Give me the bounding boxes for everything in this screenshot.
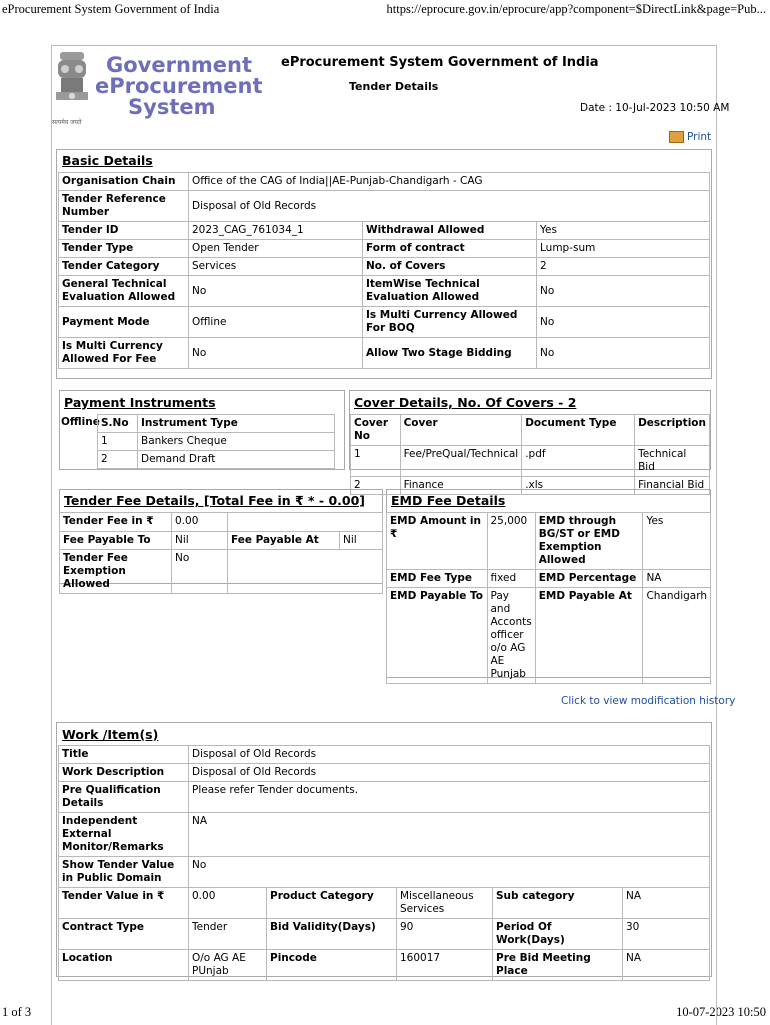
emd-payable-to-value: Pay and Acconts officer o/o AG AE Punjab xyxy=(487,588,535,684)
cell-value: .pdf xyxy=(522,446,635,477)
col-doc-type-header: Document Type xyxy=(522,415,635,446)
table-row xyxy=(60,532,383,550)
sub-category-label: Sub category xyxy=(493,888,623,919)
fee-payable-to-value: Nil xyxy=(172,532,228,550)
table-row xyxy=(59,240,710,258)
logo-line-2: eProcurement xyxy=(95,74,263,98)
tender-value-label: Tender Value in ₹ xyxy=(59,888,189,919)
emd-payable-at-label: EMD Payable At xyxy=(535,588,643,684)
cell-value: No xyxy=(189,276,363,307)
payment-instruments-table xyxy=(97,414,335,469)
cell-label: Payment Mode xyxy=(59,307,189,338)
cell-label: Withdrawal Allowed xyxy=(363,222,537,240)
cell-value: 2 xyxy=(537,258,710,276)
fee-exemption-label: Tender Fee Exemption Allowed xyxy=(60,550,172,594)
fee-exemption-value: No xyxy=(172,550,228,594)
cell-value: Offline xyxy=(189,307,363,338)
cell-label: Tender Type xyxy=(59,240,189,258)
cell-value: Yes xyxy=(537,222,710,240)
tender-value-value: 0.00 xyxy=(189,888,267,919)
instrument-cell: Demand Draft xyxy=(138,451,335,469)
fee-payable-at-value: Nil xyxy=(340,532,383,550)
tender-fee-heading: Tender Fee Details, [Total Fee in ₹ * - 0.00] xyxy=(64,493,366,508)
cell-value: 1 xyxy=(351,446,401,477)
work-title-label: Title xyxy=(59,746,189,764)
prebid-place-label: Pre Bid Meeting Place xyxy=(493,950,623,981)
table-row xyxy=(59,307,710,338)
cell-label: Allow Two Stage Bidding xyxy=(363,338,537,369)
table-row xyxy=(59,338,710,369)
table-row xyxy=(59,857,710,888)
table-row xyxy=(59,258,710,276)
emd-fee-table xyxy=(386,512,711,684)
tender-ref-value: Disposal of Old Records xyxy=(189,191,710,222)
instrument-cell: Bankers Cheque xyxy=(138,433,335,451)
work-items-table xyxy=(58,745,710,981)
table-row xyxy=(351,446,710,477)
org-chain-value: Office of the CAG of India||AE-Punjab-Chandigarh - CAG xyxy=(189,173,710,191)
emd-bg-value: Yes xyxy=(643,513,711,570)
show-value-value: No xyxy=(189,857,710,888)
work-desc-value: Disposal of Old Records xyxy=(189,764,710,782)
table-row xyxy=(59,888,710,919)
cell-label: ItemWise Technical Evaluation Allowed xyxy=(363,276,537,307)
col-cover-no-header: Cover No xyxy=(351,415,401,446)
cell-value: No xyxy=(537,276,710,307)
emd-type-label: EMD Fee Type xyxy=(387,570,488,588)
tender-fee-value: 0.00 xyxy=(172,513,228,532)
bid-validity-value: 90 xyxy=(397,919,493,950)
print-footer-page: 1 of 3 xyxy=(2,1005,32,1019)
emd-percentage-value: NA xyxy=(643,570,711,588)
logo-line-3: System xyxy=(128,95,216,119)
table-row xyxy=(59,782,710,813)
tender-ref-label: Tender Reference Number xyxy=(59,191,189,222)
cell-value: Services xyxy=(189,258,363,276)
logo-line-1: Government xyxy=(106,53,253,77)
period-of-work-label: Period Of Work(Days) xyxy=(493,919,623,950)
table-row xyxy=(59,746,710,764)
table-row xyxy=(60,513,383,532)
show-value-label: Show Tender Value in Public Domain xyxy=(59,857,189,888)
sno-cell: 2 xyxy=(98,451,138,469)
cell-value: 2023_CAG_761034_1 xyxy=(189,222,363,240)
table-row xyxy=(59,764,710,782)
emd-bg-label: EMD through BG/ST or EMD Exemption Allowed xyxy=(535,513,643,570)
emd-type-value: fixed xyxy=(487,570,535,588)
emd-payable-at-value: Chandigarh xyxy=(643,588,711,684)
payment-instruments-heading: Payment Instruments xyxy=(64,395,216,410)
table-row xyxy=(351,415,710,446)
period-of-work-value: 30 xyxy=(623,919,710,950)
table-row xyxy=(59,919,710,950)
org-chain-label: Organisation Chain xyxy=(59,173,189,191)
prequal-value: Please refer Tender documents. xyxy=(189,782,710,813)
print-header-title: eProcurement System Government of India xyxy=(2,2,220,16)
col-instrument-header: Instrument Type xyxy=(138,415,335,433)
cell-value: No xyxy=(537,338,710,369)
cell-value: Fee/PreQual/Technical xyxy=(400,446,522,477)
cell-label: Tender ID xyxy=(59,222,189,240)
product-category-label: Product Category xyxy=(267,888,397,919)
basic-details-table xyxy=(58,172,710,369)
emd-percentage-label: EMD Percentage xyxy=(535,570,643,588)
monitor-value: NA xyxy=(189,813,710,857)
cell-value: Finance xyxy=(400,477,522,495)
blank-cell xyxy=(228,513,383,532)
page-title: eProcurement System Government of India xyxy=(281,55,599,70)
table-row xyxy=(98,415,335,433)
table-row xyxy=(59,222,710,240)
cell-label: General Technical Evaluation Allowed xyxy=(59,276,189,307)
blank-cell xyxy=(228,550,383,594)
cell-label: No. of Covers xyxy=(363,258,537,276)
emd-amount-label: EMD Amount in ₹ xyxy=(387,513,488,570)
col-description-header: Description xyxy=(635,415,710,446)
cell-value: Lump-sum xyxy=(537,240,710,258)
emd-fee-heading: EMD Fee Details xyxy=(391,493,506,508)
offline-label: Offline xyxy=(61,416,100,428)
cover-details-table xyxy=(350,414,710,495)
cell-value: Financial Bid xyxy=(635,477,710,495)
sno-cell: 1 xyxy=(98,433,138,451)
fee-payable-to-label: Fee Payable To xyxy=(60,532,172,550)
cell-value: No xyxy=(537,307,710,338)
emd-payable-to-label: EMD Payable To xyxy=(387,588,488,684)
prebid-place-value: NA xyxy=(623,950,710,981)
work-title-value: Disposal of Old Records xyxy=(189,746,710,764)
col-sno-header: S.No xyxy=(98,415,138,433)
table-row xyxy=(98,451,335,469)
pincode-label: Pincode xyxy=(267,950,397,981)
modification-history-link[interactable]: Click to view modification history xyxy=(561,695,736,707)
product-category-value: Miscellaneous Services xyxy=(397,888,493,919)
cell-value: Technical Bid xyxy=(635,446,710,477)
fee-payable-at-label: Fee Payable At xyxy=(228,532,340,550)
bid-validity-label: Bid Validity(Days) xyxy=(267,919,397,950)
cell-label: Form of contract xyxy=(363,240,537,258)
table-row xyxy=(60,550,383,594)
emd-amount-value: 25,000 xyxy=(487,513,535,570)
cell-label: Is Multi Currency Allowed For BOQ xyxy=(363,307,537,338)
col-cover-header: Cover xyxy=(400,415,522,446)
cell-value: 2 xyxy=(351,477,401,495)
table-row xyxy=(59,276,710,307)
cell-value: No xyxy=(189,338,363,369)
table-row xyxy=(59,173,710,191)
cell-label: Tender Category xyxy=(59,258,189,276)
cover-details-heading: Cover Details, No. Of Covers - 2 xyxy=(354,395,577,410)
location-value: O/o AG AE PUnjab xyxy=(189,950,267,981)
report-date: Date : 10-Jul-2023 10:50 AM xyxy=(580,102,730,114)
national-emblem-icon xyxy=(52,50,92,120)
contract-type-value: Tender xyxy=(189,919,267,950)
print-label: Print xyxy=(687,131,712,143)
table-row xyxy=(387,513,711,570)
table-row xyxy=(98,433,335,451)
table-row xyxy=(59,191,710,222)
print-icon xyxy=(669,131,684,143)
prequal-label: Pre Qualification Details xyxy=(59,782,189,813)
pincode-value: 160017 xyxy=(397,950,493,981)
tender-fee-table xyxy=(59,512,383,594)
sub-category-value: NA xyxy=(623,888,710,919)
table-row xyxy=(59,813,710,857)
tender-fee-label: Tender Fee in ₹ xyxy=(60,513,172,532)
cell-value: .xls xyxy=(522,477,635,495)
page-subtitle: Tender Details xyxy=(349,80,439,93)
print-button[interactable] xyxy=(669,131,711,143)
cell-label: Is Multi Currency Allowed For Fee xyxy=(59,338,189,369)
basic-details-heading: Basic Details xyxy=(62,153,153,168)
table-row xyxy=(59,950,710,981)
emblem-caption: सत्यमेव जयते xyxy=(52,119,82,126)
work-items-heading: Work /Item(s) xyxy=(62,727,159,742)
location-label: Location xyxy=(59,950,189,981)
table-row xyxy=(387,570,711,588)
monitor-label: Independent External Monitor/Remarks xyxy=(59,813,189,857)
work-desc-label: Work Description xyxy=(59,764,189,782)
cell-value: Open Tender xyxy=(189,240,363,258)
table-row xyxy=(387,588,711,684)
print-header-url: https://eprocure.gov.in/eprocure/app?component=$DirectLink&page=Pub... xyxy=(386,2,766,16)
print-footer-datetime: 10-07-2023 10:50 xyxy=(676,1005,766,1019)
contract-type-label: Contract Type xyxy=(59,919,189,950)
